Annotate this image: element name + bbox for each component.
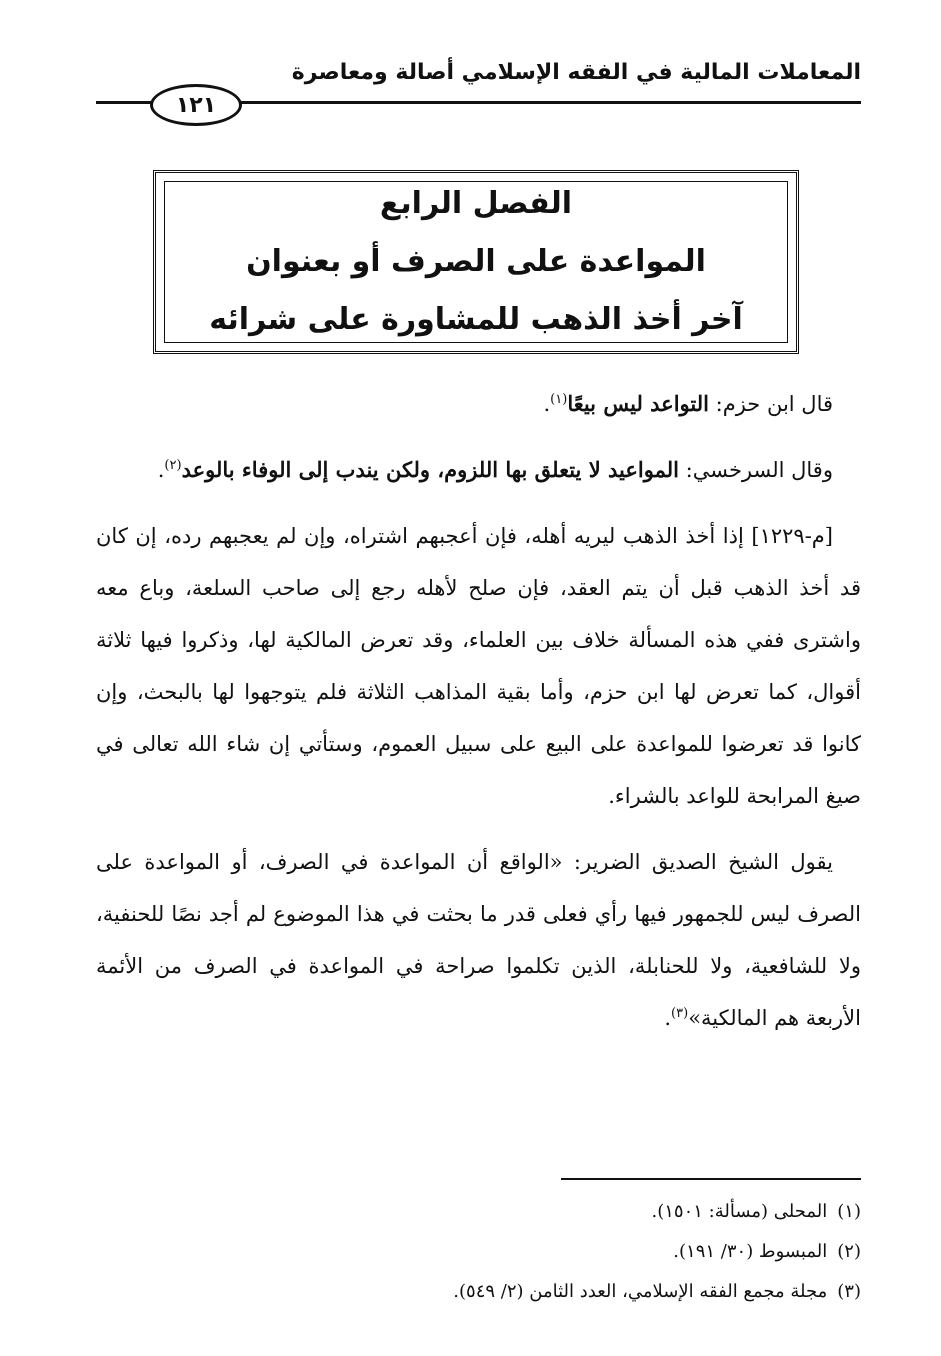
paragraph-ibn-hazm: [96, 378, 861, 430]
quote-text: يقول الشيخ الصديق الضرير: «الواقع أن المواعدة في الصرف، أو المواعدة على الصرف ليس للجمهور فيها رأي فعلى قدر ما بحثت في هذا الموضوع لم أجد نصًا للحنفية، ولا للشافعية، ولا للحنابلة، الذين تكلموا صراحة في المواعدة في الصرف من الأئمة الأربعة هم المالكية»: [96, 850, 861, 1030]
chapter-title-frame: [153, 170, 799, 354]
footnote-number: (٢): [837, 1241, 861, 1262]
punctuation: .: [664, 1006, 672, 1030]
footnote-3: [96, 1272, 861, 1312]
chapter-title-line-3: آخر أخذ الذهب للمشاورة على شرائه: [209, 302, 743, 337]
paragraph-darir-quote: [96, 836, 861, 1044]
punctuation: .: [157, 458, 165, 482]
running-header-title: المعاملات المالية في الفقه الإسلامي أصالة ومعاصرة: [291, 60, 861, 85]
footnote-text: مجلة مجمع الفقه الإسلامي، العدد الثامن (٢/ ٥٤٩).: [453, 1281, 828, 1302]
paragraph-intro: وقال السرخسي:: [678, 458, 833, 482]
footnote-1: [96, 1192, 861, 1232]
paragraph-sarakhsi: [96, 444, 861, 496]
paragraph-issue-1229: [م-١٢٢٩] إذا أخذ الذهب ليريه أهله، فإن أعجبهم اشتراه، وإن لم يعجبهم رده، إن كان قد أخذ الذهب قبل أن يتم العقد، فإن صلح لأهله رجع إلى صاحب السلعة، وباع معه واشترى ففي هذه المسألة خلاف بين العلماء، وقد تعرض المالكية لها، وذكروا فيها ثلاثة أقوال، كما تعرض لها ابن حزم، وأما بقية المذاهب الثلاثة فلم يتوجهوا لها بالبحث، وإن كانوا قد تعرضوا للمواعدة على البيع على سبيل العموم، وستأتي إن شاء الله تعالى في صيغ المرابحة للواعد بالشراء.: [96, 524, 861, 808]
footnote-ref-3[interactable]: (٣): [671, 1006, 689, 1021]
footnote-number: (٣): [837, 1281, 861, 1302]
footnote-ref-1[interactable]: (١): [550, 392, 568, 407]
punctuation: .: [543, 392, 551, 416]
quoted-statement: المواعيد لا يتعلق بها اللزوم، ولكن يندب إلى الوفاء بالوعد: [181, 457, 679, 482]
page-number: ١٢١: [150, 84, 242, 126]
footnote-text: المحلى (مسألة: ١٥٠١).: [651, 1201, 828, 1222]
body-text: [96, 378, 861, 1058]
footnote-2: [96, 1232, 861, 1272]
quoted-statement: التواعد ليس بيعًا: [567, 391, 709, 416]
footnote-number: (١): [837, 1201, 861, 1222]
footnote-ref-2[interactable]: (٢): [164, 458, 182, 473]
paragraph-intro: قال ابن حزم:: [708, 392, 833, 416]
footnote-separator: [561, 1178, 861, 1180]
chapter-title-line-2: المواعدة على الصرف أو بعنوان: [246, 244, 706, 279]
chapter-title-inner: [164, 181, 788, 343]
chapter-title-line-1: الفصل الرابع: [379, 186, 573, 221]
footnotes: [96, 1192, 861, 1312]
footnote-text: المبسوط (٣٠/ ١٩١).: [673, 1241, 828, 1262]
